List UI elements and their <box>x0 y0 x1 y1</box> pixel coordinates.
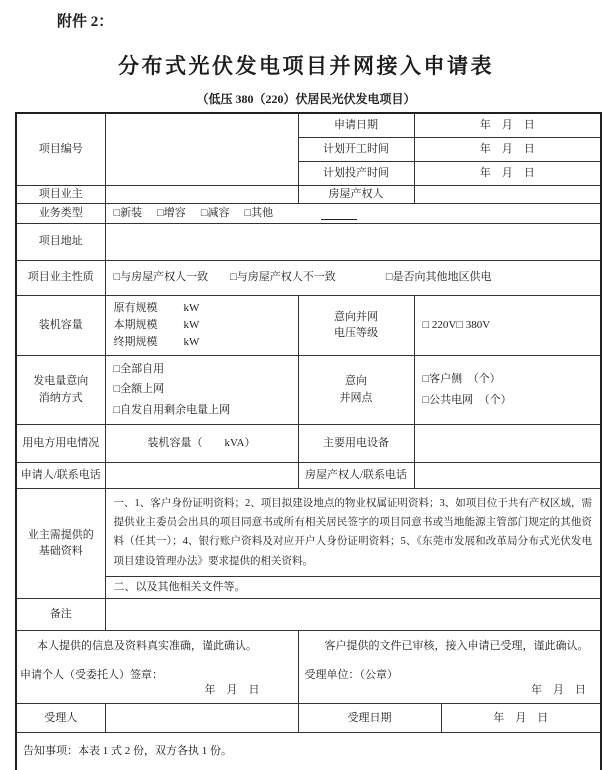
connection-point-option-public: □公共电网 （个） <box>422 393 512 406</box>
house-owner-contact-value-cell <box>414 462 601 488</box>
apply-date-label: 申请日期 <box>298 113 414 137</box>
business-type-option-expand: □增容 <box>157 206 186 219</box>
planned-start-value: 年 月 日 <box>414 137 601 161</box>
power-use-label: 用电方用电情况 <box>16 424 105 462</box>
business-type-option-reduce: □减容 <box>200 206 230 219</box>
acceptance-person-label: 受理人 <box>16 704 105 733</box>
consumption-option-self: □全部自用 <box>113 363 165 376</box>
notice-text: 告知事项：本表 1 式 2 份，双方各执 1 份。 <box>16 733 601 770</box>
capacity-label: 装机容量 <box>16 295 105 355</box>
planned-production-label: 计划投产时间 <box>298 161 414 185</box>
house-owner-value-cell <box>414 185 601 203</box>
project-address-value-cell <box>105 223 601 260</box>
materials-label <box>16 488 105 599</box>
business-type-option-other: □其他 <box>244 206 274 219</box>
materials-label-line2: 基础资料 <box>38 545 83 558</box>
attachment-label: 附件 2： <box>57 14 114 30</box>
business-type-options-cell <box>105 203 601 223</box>
planned-start-label: 计划开工时间 <box>298 137 414 161</box>
applicant-contact-label: 申请人/联系电话 <box>16 462 105 488</box>
remarks-value-cell <box>105 599 601 631</box>
utility-seal-label: 受理单位：（公章） <box>304 669 398 682</box>
connection-point-options-cell <box>414 355 601 424</box>
project-owner-value-cell <box>105 185 298 203</box>
utility-confirmation-cell <box>298 631 601 704</box>
owner-nature-label: 项目业主性质 <box>16 260 105 295</box>
business-type-option-new: □新装 <box>113 206 143 219</box>
application-table <box>15 112 602 770</box>
utility-confirmation-statement: 客户提供的文件已审核，接入申请已受理，谨此确认。 <box>324 639 589 652</box>
materials-section2: 二、以及其他相关文件等。 <box>105 577 601 599</box>
form-subtitle: （低压 380（220）伏居民光伏发电项目） <box>196 92 416 106</box>
capacity-original-unit: kW <box>183 301 200 314</box>
consumption-label-line2: 消纳方式 <box>38 391 83 404</box>
owner-nature-options-cell <box>105 260 601 295</box>
main-equipment-value-cell <box>414 424 601 462</box>
main-equipment-label: 主要用电设备 <box>298 424 414 462</box>
voltage-level-label <box>298 295 414 355</box>
capacity-final-label: 终期规模 <box>113 335 158 348</box>
consumption-label-line1: 发电量意向 <box>33 375 89 388</box>
consumption-option-grid: □全额上网 <box>113 383 165 396</box>
business-type-blank-line <box>321 207 357 220</box>
business-type-label: 业务类型 <box>16 203 105 223</box>
applicant-confirmation-cell <box>16 631 298 704</box>
capacity-current-unit: kW <box>183 318 200 331</box>
connection-point-label <box>298 355 414 424</box>
owner-nature-option-supply-other: □是否向其他地区供电 <box>385 271 492 284</box>
applicant-signature-label: 申请个人（受委托人）签章： <box>20 669 163 682</box>
owner-nature-option-different: □与房屋产权人不一致 <box>230 271 336 284</box>
power-use-capacity: 装机容量（ kVA） <box>105 424 298 462</box>
house-owner-label: 房屋产权人 <box>298 185 414 203</box>
remarks-label: 备注 <box>16 599 105 631</box>
consumption-options-cell <box>105 355 298 424</box>
acceptance-date-value: 年 月 日 <box>441 704 601 733</box>
acceptance-date-label: 受理日期 <box>298 704 441 733</box>
connection-point-label-line2: 并网点 <box>339 391 373 404</box>
consumption-label <box>16 355 105 424</box>
voltage-level-label-line2: 电压等级 <box>334 327 378 340</box>
applicant-confirmation-statement: 本人提供的信息及资料真实准确，谨此确认。 <box>37 639 257 652</box>
consumption-option-surplus: □自发自用剩余电量上网 <box>113 403 231 416</box>
materials-label-line1: 业主需提供的 <box>27 528 94 541</box>
project-address-label: 项目地址 <box>16 223 105 260</box>
capacity-original-label: 原有规模 <box>113 301 158 314</box>
planned-production-value: 年 月 日 <box>414 161 601 185</box>
applicant-signature-date: 年 月 日 <box>204 684 260 697</box>
connection-point-label-line1: 意向 <box>345 375 367 388</box>
connection-point-option-customer: □客户侧 （个） <box>422 373 501 386</box>
voltage-level-options: □ 220V□ 380V <box>414 295 601 355</box>
project-owner-label: 项目业主 <box>16 185 105 203</box>
capacity-current-label: 本期规模 <box>113 318 158 331</box>
applicant-contact-value-cell <box>105 462 298 488</box>
owner-nature-option-same: □与房屋产权人一致 <box>113 271 209 284</box>
acceptance-person-value-cell <box>105 704 298 733</box>
utility-seal-date: 年 月 日 <box>531 684 586 697</box>
form-title: 分布式光伏发电项目并网接入申请表 <box>118 54 494 78</box>
capacity-scale-cell <box>105 295 298 355</box>
capacity-final-unit: kW <box>183 335 200 348</box>
project-number-label: 项目编号 <box>16 113 105 185</box>
voltage-level-label-line1: 意向并网 <box>334 310 378 323</box>
house-owner-contact-label: 房屋产权人/联系电话 <box>298 462 414 488</box>
apply-date-value: 年 月 日 <box>414 113 601 137</box>
project-number-value-cell <box>105 113 298 185</box>
materials-section1: 一、1、客户身份证明资料；2、项目拟建设地点的物业权属证明资料；3、如项目位于共有产权区域，需提供业主委员会出具的项目同意书或所有相关居民签字的项目同意书或当地能源主管部门规定的其他资料（任其一）；4、银行账户资料及对应开户人身份证明资料；5、《东莞市发展和改革局分布式光伏发电项目建设管理办法》要求提供的相关资料。 <box>105 488 601 577</box>
